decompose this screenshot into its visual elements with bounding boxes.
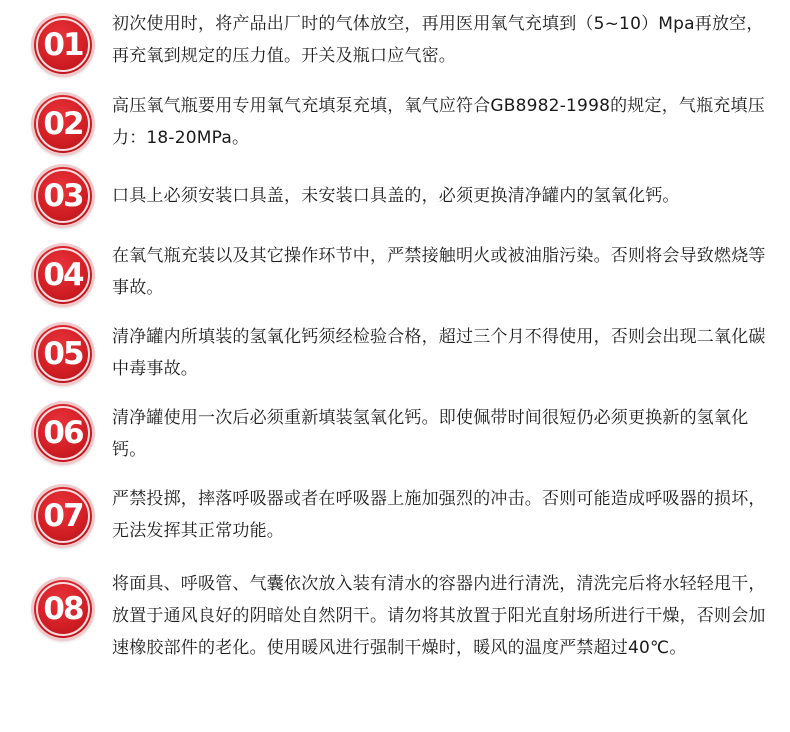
instruction-text: 高压氧气瓶要用专用氧气充填泵充填，氧气应符合GB8982-1998的规定，气瓶充填压力：18-20MPa。 (112, 96, 765, 148)
number-badge: 07 (34, 487, 92, 545)
instruction-text: 初次使用时，将产品出厂时的气体放空，再用医用氧气充填到（5~10）Mpa再放空，再充氧到规定的压力值。开关及瓶口应气密。 (112, 14, 764, 66)
number-badge: 02 (34, 95, 92, 153)
instruction-text: 清净罐使用一次后必须重新填装氢氧化钙。即使佩带时间很短仍必须更换新的氢氧化钙。 (112, 408, 749, 460)
instruction-text: 将面具、呼吸管、气囊依次放入装有清水的容器内进行清洗，清洗完后将水轻轻甩干，放置于通风良好的阴暗处自然阴干。请勿将其放置于阳光直射场所进行干燥，否则会加速橡胶部件的老化。使用暖风进行强制干燥时，暖风的温度严禁超过40℃。 (112, 574, 766, 658)
instruction-text: 清净罐内所填装的氢氧化钙须经检验合格，超过三个月不得使用，否则会出现二氧化碳中毒事故。 (112, 327, 766, 379)
instruction-text: 在氧气瓶充装以及其它操作环节中，严禁接触明火或被油脂污染。否则将会导致燃烧等事故。 (112, 246, 766, 298)
number-badge: 01 (34, 16, 92, 74)
instruction-text: 严禁投掷，摔落呼吸器或者在呼吸器上施加强烈的冲击。否则可能造成呼吸器的损坏，无法发挥其正常功能。 (112, 489, 766, 541)
number-badge: 06 (34, 404, 92, 462)
instruction-text: 口具上必须安装口具盖，未安装口具盖的，必须更换清净罐内的氢氧化钙。 (112, 186, 680, 206)
number-badge: 05 (34, 325, 92, 383)
number-badge: 08 (34, 580, 92, 638)
number-badge: 03 (34, 167, 92, 225)
number-badge: 04 (34, 246, 92, 304)
